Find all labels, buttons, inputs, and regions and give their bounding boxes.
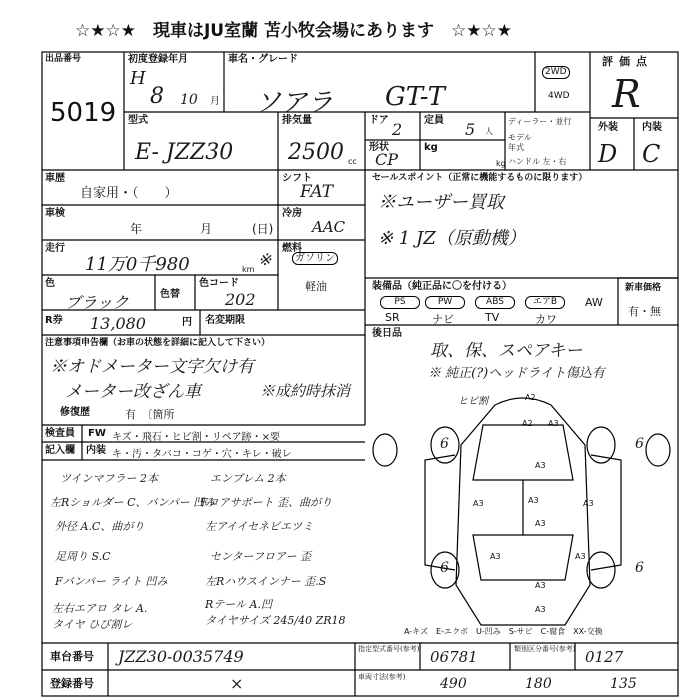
- seat-label: 後日品: [372, 328, 402, 339]
- mileage-mark: ※: [258, 250, 272, 269]
- diagram-label: A3: [535, 461, 546, 470]
- load-label: kg: [424, 142, 438, 153]
- detail-line: センターフロアー 歪: [210, 550, 312, 563]
- drive-2wd: 2WD: [542, 66, 570, 79]
- ext-label: 外装: [598, 122, 618, 133]
- detail-line: 外径 A.C、曲がり: [55, 520, 145, 533]
- reg-year-prefix: H: [130, 68, 146, 89]
- mileage-value: 11万0千980: [85, 254, 190, 275]
- dealer-handle: ハンドル 左・右: [508, 157, 567, 166]
- doors-value: 2: [392, 120, 403, 139]
- displacement-value: 2500: [288, 140, 344, 165]
- ticket-unit: 円: [182, 317, 192, 328]
- points-line2: ※ 1 JZ（原動機）: [378, 228, 526, 249]
- shift-value: FAT: [300, 182, 334, 202]
- lot-label: 出品番号: [45, 54, 82, 64]
- ticket-value: 13,080: [90, 314, 146, 333]
- notes-line1: ※オドメーター文字欠け有: [50, 357, 254, 377]
- notes-line2: メーター改ざん車: [65, 382, 201, 402]
- displacement-unit: cc: [348, 157, 357, 166]
- equip-tv: TV: [485, 311, 500, 324]
- capacity-unit: 人: [485, 127, 493, 136]
- color-no-label: 色替: [160, 289, 180, 300]
- equip-aw: AW: [585, 296, 603, 309]
- inspector-fw-label: FW: [88, 428, 106, 439]
- seat-value: 取、保、スペアキー: [430, 341, 583, 361]
- ticket-label: R券: [45, 315, 63, 326]
- inspector-int: キ・汚・タバコ・コゲ・穴・キレ・破レ: [112, 449, 292, 460]
- diagram-num: 6: [440, 560, 449, 576]
- detail-line: 左右エアロ タレ A.: [52, 602, 148, 615]
- dealer-year: 年式: [508, 143, 524, 152]
- detail-line: 足周り S.C: [55, 550, 111, 563]
- diagram-label: A3: [548, 419, 559, 428]
- repair-value: 有 〔箇所: [125, 408, 175, 421]
- inspection-label: 車検: [45, 208, 65, 219]
- color-value: ブラック: [65, 293, 129, 312]
- header-banner: ☆★☆★ 現車はJU室蘭 苫小牧会場にあります ☆★☆★: [75, 21, 512, 41]
- dealer-model: モデル: [508, 133, 532, 142]
- spec-label2: 類別区分番号(参考): [514, 645, 576, 653]
- equip-airbag: エアB: [525, 296, 565, 309]
- spec-height: 135: [610, 676, 637, 692]
- points-label: セールスポイント（正常に機能するものに限ります）: [372, 173, 588, 183]
- spec-label1: 指定型式番号(参考): [358, 645, 420, 653]
- car-name-label: 車名・グレード: [228, 54, 298, 65]
- chassis-value: JZZ30-0035749: [118, 647, 244, 666]
- plate-value: ×: [230, 674, 244, 693]
- detail-line: Rテール A.凹: [205, 598, 272, 611]
- equip-ps: PS: [380, 296, 420, 309]
- grade-value: R: [612, 72, 641, 116]
- color-code: 202: [225, 290, 256, 309]
- detail-line: Fバンパー ライト 凹み: [55, 575, 168, 588]
- grade-label: 評価点: [602, 55, 653, 68]
- spec-width: 180: [525, 676, 552, 692]
- shift-label: シフト: [282, 173, 312, 184]
- equip-navi: ナビ: [432, 313, 454, 326]
- dealer-text: ディーラー・並行: [508, 117, 572, 126]
- inspection-day: (日): [252, 222, 274, 236]
- fuel-gas: ガソリン: [292, 252, 338, 265]
- windshield-shape: [473, 425, 573, 480]
- spec-size-label: 車両寸法(参考): [358, 673, 406, 681]
- int-grade: C: [642, 140, 661, 168]
- diagram-label: A3: [535, 581, 546, 590]
- notes-extra: ※ 純正(?)ヘッドライト傷込有: [428, 366, 605, 381]
- inspector-fw: キズ・飛石・ヒビ割・リペア跡・×要: [112, 432, 280, 443]
- car-name: ソアラ: [255, 88, 334, 118]
- points-line1: ※ユーザー買取: [378, 192, 504, 213]
- wheel-fr-shape: [587, 427, 615, 463]
- drive-4wd: 4WD: [548, 91, 570, 101]
- diagram-label: A2: [522, 419, 533, 428]
- shape-value: CP: [375, 150, 399, 169]
- ext-grade: D: [598, 140, 618, 168]
- spec-v1: 06781: [430, 648, 478, 666]
- detail-line: 左Rショルダー C、バンパー 凹み: [50, 496, 216, 509]
- notes-line3: ※成約時抹消: [260, 382, 351, 400]
- color-label: 色: [45, 278, 55, 289]
- new-price-label: 新車価格: [625, 283, 662, 293]
- mileage-unit: km: [242, 265, 255, 274]
- lot-number: 5019: [50, 98, 117, 128]
- detail-line: タイヤ ひび割レ: [52, 618, 133, 631]
- history-value: 自家用・（ ）: [80, 186, 178, 201]
- diagram-label: A2: [525, 393, 536, 402]
- diagram-label: A3: [535, 605, 546, 614]
- new-price-value: 有・無: [628, 305, 661, 318]
- history-label: 車歴: [45, 173, 65, 184]
- capacity-label: 定員: [424, 115, 444, 126]
- shape-label: 形状: [369, 142, 389, 153]
- reg-label: 初度登録年月: [128, 54, 188, 65]
- displacement-label: 排気量: [282, 115, 312, 126]
- diagram-num: 6: [635, 436, 644, 452]
- equip-sr: SR: [385, 311, 400, 324]
- spec-v2: 0127: [585, 648, 624, 666]
- diagram-num: 6: [440, 436, 449, 452]
- diagram-aside: ヒビ割: [458, 396, 488, 407]
- repair-label: 修復歴: [60, 407, 90, 418]
- reg-month-unit: 月: [210, 96, 220, 107]
- inspector-int-label: 内装: [86, 445, 106, 456]
- load-unit: kg: [496, 159, 506, 168]
- doors-label: ドア: [369, 115, 389, 126]
- plate-label: 登録番号: [50, 677, 94, 690]
- equip-label: 装備品（純正品に〇を付ける）: [372, 281, 512, 292]
- inspection-month: 月: [200, 222, 213, 236]
- spec-length: 490: [440, 676, 467, 692]
- diagram-num: 6: [635, 560, 644, 576]
- diagram-label: A3: [575, 552, 586, 561]
- equip-abs: ABS: [475, 296, 515, 309]
- fuel-diesel: 軽油: [305, 280, 327, 293]
- reg-year: 8: [150, 84, 164, 109]
- fuel-label: 燃料: [282, 243, 302, 254]
- detail-line: ツインマフラー 2本: [60, 472, 158, 485]
- color-code-label: 色コード: [199, 278, 239, 289]
- inspection-year: 年: [130, 222, 143, 236]
- detail-line: Fロアサポート 歪、曲がり: [200, 496, 333, 509]
- diagram-legend: A-キズ E-エクボ U-凹み S-サビ C-腐食 XX-交換: [404, 627, 603, 636]
- aircon-value: AAC: [312, 218, 346, 236]
- diagram-label: A3: [535, 519, 546, 528]
- reg-month: 10: [180, 92, 198, 108]
- mileage-label: 走行: [45, 243, 65, 254]
- diagram-label: A3: [583, 499, 594, 508]
- equip-pw: PW: [425, 296, 465, 309]
- inspector-label: 検査員: [45, 428, 75, 439]
- model-value: E- JZZ30: [135, 140, 234, 165]
- diagram-label: A3: [490, 552, 501, 561]
- car-grade: GT-T: [385, 82, 445, 112]
- int-label: 内装: [642, 122, 662, 133]
- equip-leather: カワ: [535, 313, 557, 326]
- model-label: 型式: [128, 115, 148, 126]
- rename-label: 名変期限: [205, 315, 245, 326]
- entry-label: 記入欄: [45, 445, 75, 456]
- detail-line: 左アイイセネビエツミ: [205, 520, 314, 533]
- detail-line: 左Rハウスインナー 歪.S: [205, 575, 327, 588]
- rear-window-shape: [473, 535, 573, 580]
- detail-line: エンブレム 2本: [210, 472, 286, 485]
- chassis-label: 車台番号: [50, 650, 94, 663]
- notes-label: 注意事項申告欄（お車の状態を詳細に記入して下さい）: [45, 338, 271, 348]
- diagram-label: A3: [528, 496, 539, 505]
- detail-line: タイヤサイズ 245/40 ZR18: [205, 614, 346, 627]
- aircon-label: 冷房: [282, 208, 302, 219]
- diagram-label: A3: [473, 499, 484, 508]
- capacity-value: 5: [465, 120, 476, 139]
